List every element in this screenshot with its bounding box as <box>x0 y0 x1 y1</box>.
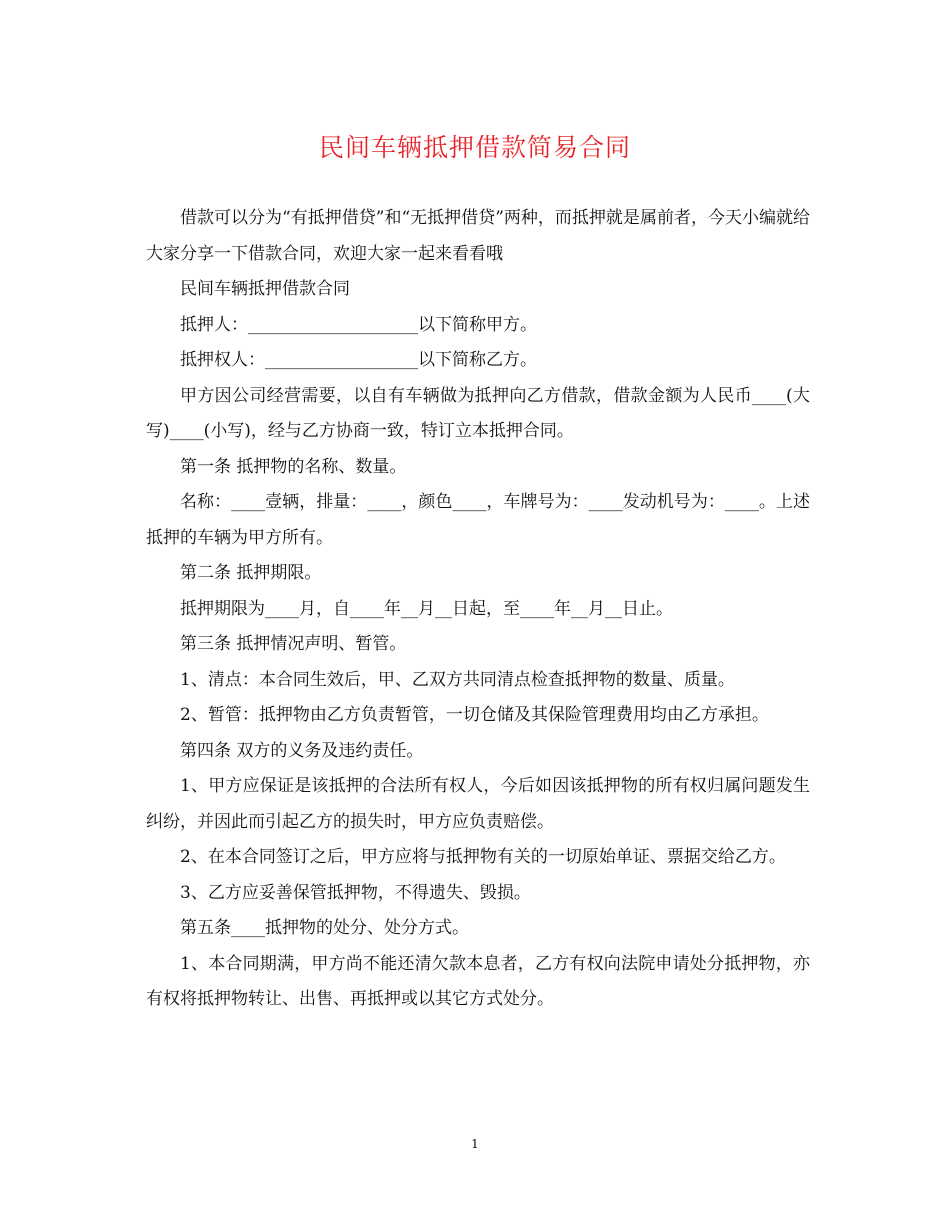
page-number: 1 <box>471 1137 479 1151</box>
paragraph-intro: 借款可以分为“有抵押借贷”和“无抵押借贷”两种，而抵押就是属前者，今天小编就给大家分享一下借款合同，欢迎大家一起来看看哦 <box>146 208 810 264</box>
paragraph-inventory: 1、清点：本合同生效后，甲、乙双方共同清点检查抵押物的数量、质量。 <box>180 669 735 690</box>
paragraph-contract-name: 民间车辆抵押借款合同 <box>180 279 350 299</box>
paragraph-article-5: 第五条____抵押物的处分、处分方式。 <box>180 918 469 938</box>
paragraph-vehicle-details: 名称：____壹辆，排量：____，颜色____，车牌号为：____发动机号为：____。上述抵押的车辆为甲方所有。 <box>146 492 810 548</box>
paragraph-mortgagee: 抵押权人：__________________以下简称乙方。 <box>180 350 537 370</box>
paragraph-mortgagor: 抵押人：____________________以下简称甲方。 <box>180 314 537 335</box>
paragraph-custody: 2、暂管：抵押物由乙方负责暂管，一切仓储及其保险管理费用均由乙方承担。 <box>180 705 769 725</box>
paragraph-mortgage-term: 抵押期限为____月，自____年__月__日起，至____年__月__日止。 <box>180 598 673 619</box>
paragraph-ownership-guarantee: 1、甲方应保证是该抵押的合法所有权人，今后如因该抵押物的所有权归属问题发生纠纷，并因此而引起乙方的损失时，甲方应负责赔偿。 <box>146 776 810 832</box>
paragraph-safekeeping: 3、乙方应妥善保管抵押物，不得遗失、毁损。 <box>180 882 531 903</box>
document-title: 民间车辆抵押借款简易合同 <box>318 133 631 162</box>
paragraph-loan-purpose: 甲方因公司经营需要，以自有车辆做为抵押向乙方借款，借款金额为人民币____(大写)____(小写)，经与乙方协商一致，特订立本抵押合同。 <box>146 385 810 441</box>
paragraph-article-4: 第四条 双方的义务及违约责任。 <box>180 740 424 761</box>
paragraph-article-3: 第三条 抵押情况声明、暂管。 <box>180 634 407 654</box>
paragraph-article-1: 第一条 抵押物的名称、数量。 <box>180 456 407 477</box>
paragraph-documents-handover: 2、在本合同签订之后，甲方应将与抵押物有关的一切原始单证、票据交给乙方。 <box>180 847 786 867</box>
paragraph-article-2: 第二条 抵押期限。 <box>180 563 322 583</box>
paragraph-disposal: 1、本合同期满，甲方尚不能还清欠款本息者，乙方有权向法院申请处分抵押物，亦有权将抵押物转让、出售、再抵押或以其它方式处分。 <box>146 953 810 1009</box>
document-body <box>146 201 810 1018</box>
